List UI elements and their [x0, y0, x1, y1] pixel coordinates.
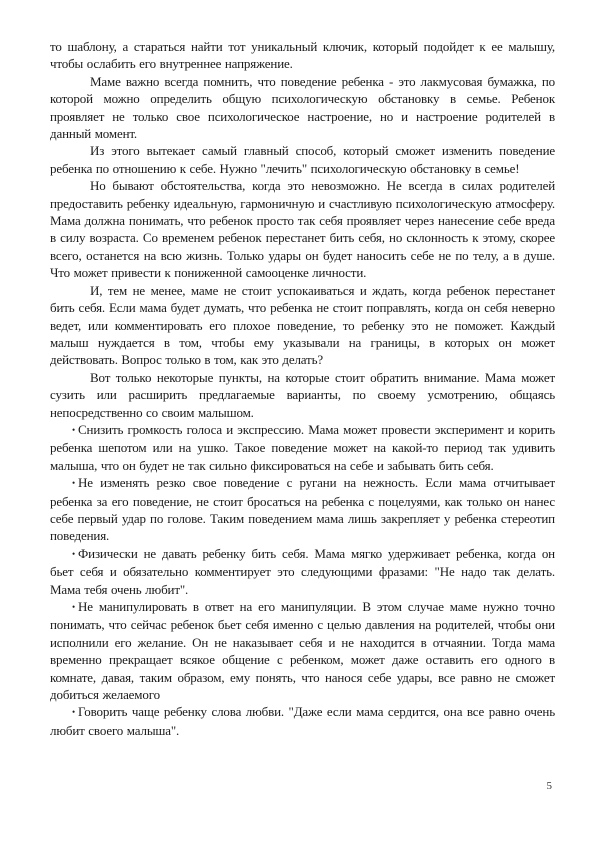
paragraph-continuation: то шаблону, а стараться найти тот уникальный ключик, который подойдет к ее малышу, чтобы ослабить его внутреннее напряжение.	[50, 39, 555, 72]
bullet-icon: •	[72, 548, 76, 559]
bullet-icon: •	[72, 424, 76, 435]
bullet-icon: •	[72, 707, 76, 718]
bullet-item-words-of-love	[50, 703, 555, 739]
bullet-text: Говорить чаще ребенку слова любви. "Даже если мама сердится, она все равно очень любит своего малыша".	[50, 704, 555, 738]
bullet-item-consistent-behavior	[50, 474, 555, 545]
bullet-item-physically-hold	[50, 545, 555, 598]
page-number: 5	[546, 780, 552, 792]
paragraph-circumstances: Но бывают обстоятельства, когда это невозможно. Не всегда в силах родителей предоставить ребенку идеальную, гармоничную и счастливую психологическую атмосферу. Мама должна понимать, что ребенок просто так себя проявляет через нанесение себе вреда в силу возраста. Со временем ребенок перестанет бить себя, но склонность к этому, скорее всего, останется на всю жизнь. Только удары он будет наносить себе не по телу, а в душе. Что может привести к пониженной самооценке личности.	[50, 178, 555, 281]
bullet-text: Снизить громкость голоса и экспрессию. Мама может провести эксперимент и корить ребенка шепотом или на ушко. Такое поведение может на какой-то период так удивить малыша, что он будет не так сильно фиксироваться на себе и забывать бить себя.	[50, 421, 555, 473]
paragraph-litmus-paper: Маме важно всегда помнить, что поведение ребенка - это лакмусовая бумажка, по которой можно определить общую психологическую обстановку в семье. Ребенок проявляет не только свое психологическое настроение, но и настроение родителей в данный момент.	[50, 73, 555, 142]
bullet-text: Физически не давать ребенку бить себя. Мама мягко удерживает ребенка, когда он бьет себя и обязательно комментирует это следующими фразами: "Не надо так делать. Мама тебя очень любит".	[50, 545, 555, 597]
paragraph-boundaries: И, тем не менее, маме не стоит успокаиваться и ждать, когда ребенок перестанет бить себя. Если мама будет думать, что ребенка не стоит поправлять, когда он себя неверно ведет, или комментировать его плохое поведение, то ребенку это не поможет. Каждый малыш нуждается в том, чтобы ему указывали на границы, в которых он может действовать. Вопрос только в том, как это делать?	[50, 282, 555, 368]
bullet-item-no-manipulation	[50, 598, 555, 703]
bullet-icon: •	[72, 478, 76, 489]
paragraph-main-method: Из этого вытекает самый главный способ, который сможет изменить поведение ребенка по отношению к себе. Нужно "лечить" психологическую обстановку в семье!	[50, 143, 555, 176]
bullet-icon: •	[72, 602, 76, 612]
bullet-text: Не изменять резко свое поведение с ругани на нежность. Если мама отчитывает ребенка за его поведение, не стоит бросаться на ребенка с поцелуями, как только он нанес себе первый удар по голове. Таким поведением мама лишь закрепляет у ребенка стереотип поведения.	[50, 475, 555, 544]
bullet-text: Не манипулировать в ответ на его манипуляции. В этом случае маме нужно точно понимать, что сейчас ребенок бьет себя именно с целью давления на родителей, чтобы они исполнили его желание. Он не наказывает себя и не находится в отчаянии. Тогда мама временно прекращает всякое общение с ребенком, может даже оставить его одного в комнате, давая, таким образом, ему понять, что нанося себе удары, все равно не сможет добиться желаемого	[50, 599, 555, 703]
bullet-item-lower-voice	[50, 421, 555, 474]
paragraph-points-intro: Вот только некоторые пункты, на которые стоит обратить внимание. Мама может сузить или расширить предлагаемые варианты, по своему усмотрению, общаясь непосредственно со своим малышом.	[50, 369, 555, 420]
document-page	[50, 38, 555, 739]
